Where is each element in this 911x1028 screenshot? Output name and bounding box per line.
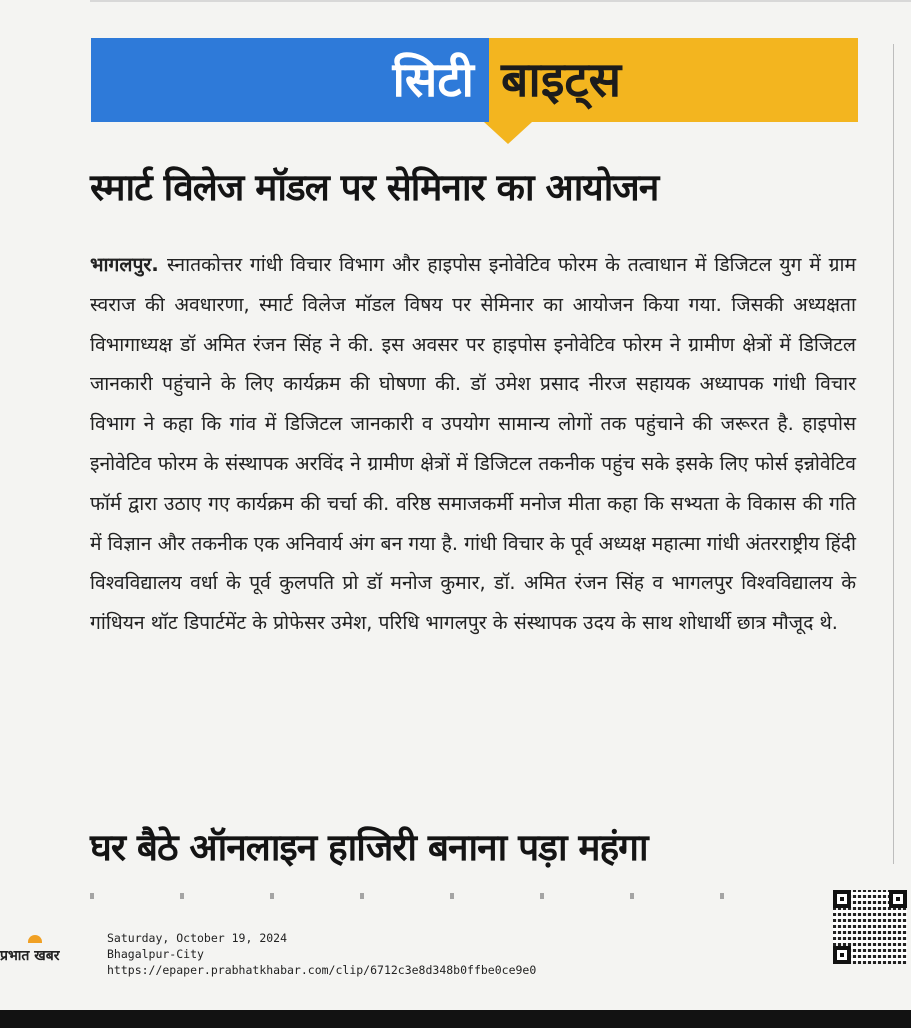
clip-url[interactable]: https://epaper.prabhatkhabar.com/clip/6712c3e8d348b0ffbe0ce9e0 xyxy=(107,963,537,977)
clip-edition: Bhagalpur-City xyxy=(107,947,204,961)
clipped-text-remnant xyxy=(90,893,810,899)
clip-date: Saturday, October 19, 2024 xyxy=(107,931,288,945)
bottom-bar xyxy=(0,1010,911,1028)
article-text: स्नातकोत्तर गांधी विचार विभाग और हाइपोस इनोवेटिव फोरम के तत्वाधान में डिजिटल युग में ग्राम स्वराज की अवधारणा, स्मार्ट विलेज मॉडल विषय पर सेमिनार का आयोजन किया गया. जिसकी अध्यक्षता विभागाध्यक्ष डॉ अमित रंजन सिंह ने की. इस अवसर पर हाइपोस इनोवेटिव फोरम ने ग्रामीण क्षेत्रों में डिजिटल जानकारी पहुंचाने के लिए कार्यक्रम की घोषणा की. डॉ उमेश प्रसाद नीरज सहायक अध्यापक गांधी विचार विभाग ने कहा कि गांव में डिजिटल जानकारी व उपयोग सामान्य लोगों तक पहुंचाने की जरूरत है. हाइपोस इनोवेटिव फोरम के संस्थापक अरविंद ने ग्रामीण क्षेत्रों में डिजिटल तकनीक पहुंच सके इसके लिए फोर्स इन्नोवेटिव फॉर्म द्वारा उठाए गए कार्यक्रम की चर्चा की. वरिष्ठ समाजकर्मी मनोज मीता कहा कि सभ्यता के विकास की गति में विज्ञान और तकनीक एक अनिवार्य अंग बन गया है. गांधी विचार के पूर्व अध्यक्ष महात्मा गांधी अंतरराष्ट्रीय हिंदी विश्वविद्यालय वर्धा के पूर्व कुलपति प्रो डॉ मनोज कुमार, डॉ. अमित रंजन सिंह व भागलपुर विश्वविद्यालय के गांधियन थॉट डिपार्टमेंट के प्रोफेसर उमेश, परिधि भागलपुर के संस्थापक उदय के साथ शोधार्थी छात्र मौजूद थे. xyxy=(90,253,856,635)
article-dateline: भागलपुर. xyxy=(90,253,168,276)
clip-meta xyxy=(107,930,536,978)
logo-sun-icon xyxy=(28,935,42,943)
newspaper-logo: प्रभात खबर xyxy=(0,948,60,964)
banner-right-text: बाइट्स xyxy=(501,52,622,108)
article-body xyxy=(90,245,856,643)
qr-finder-top-right xyxy=(889,890,907,908)
qr-code-icon xyxy=(833,890,907,964)
article-headline: स्मार्ट विलेज मॉडल पर सेमिनार का आयोजन xyxy=(90,166,659,209)
top-rule xyxy=(90,0,911,2)
banner-notch xyxy=(484,122,532,144)
qr-finder-top-left xyxy=(833,890,851,908)
second-headline: घर बैठे ऑनलाइन हाजिरी बनाना पड़ा महंगा xyxy=(90,826,648,869)
section-banner xyxy=(91,38,858,122)
column-divider xyxy=(893,44,894,864)
clip-footer xyxy=(0,918,911,1010)
banner-left-text: सिटी xyxy=(392,52,474,108)
qr-finder-bottom-left xyxy=(833,946,851,964)
